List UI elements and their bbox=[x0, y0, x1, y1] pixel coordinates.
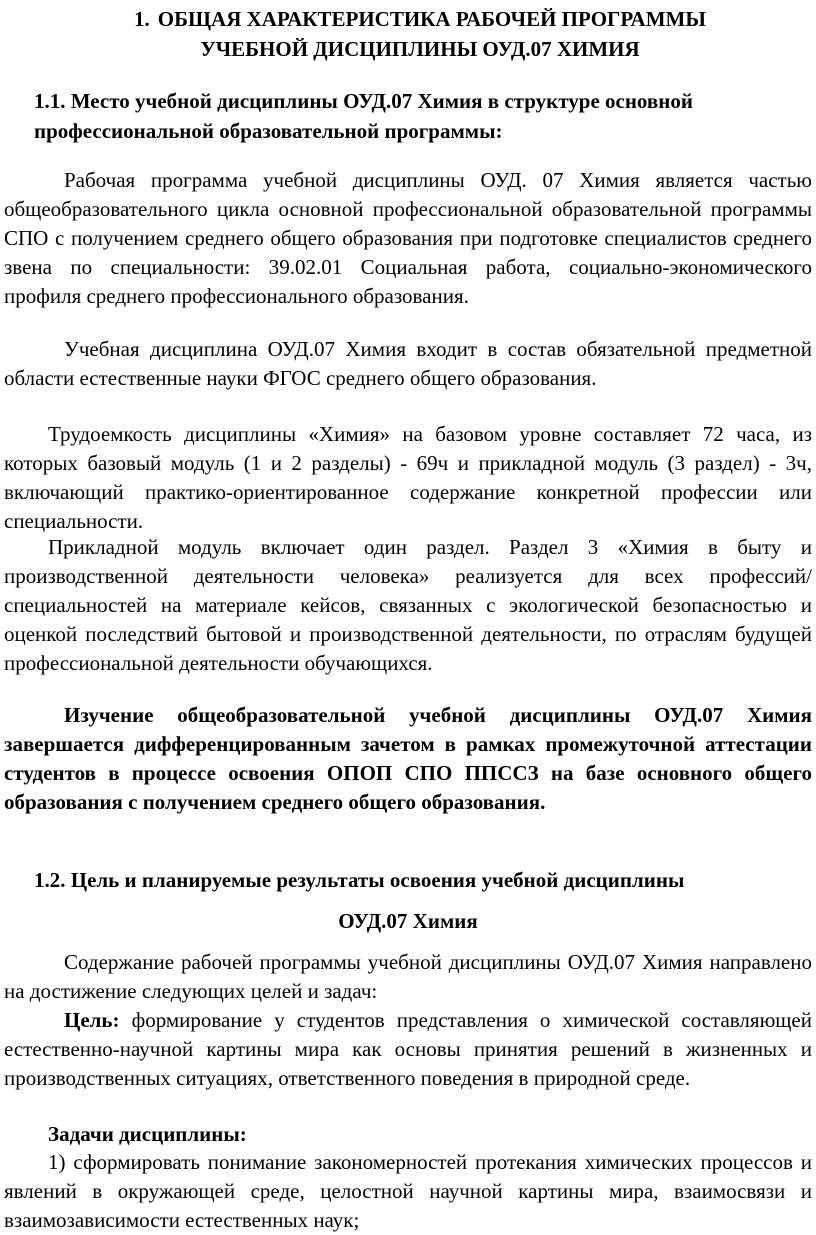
section-1-1-paragraph-1: Рабочая программа учебной дисциплины ОУД. 07 Химия является частью общеобразовательного цикла основной профессиональной образовательной программы СПО с получением среднего общего образования при подготовке специалистов среднего звена по специальности: 39.02.01 Социальная работа, социально-экономического профиля среднего профессионального образования. bbox=[4, 168, 812, 308]
main-heading bbox=[60, 4, 780, 64]
task-1: 1) сформировать понимание закономерностей протекания химических процессов и явлений в окружающей среде, целостной научной картины мира, взаимосвязи и взаимозависимости естественных наук; bbox=[4, 1150, 812, 1232]
goal-paragraph bbox=[4, 1006, 812, 1093]
section-1-1-paragraph-4: Прикладной модуль включает один раздел. Раздел 3 «Химия в быту и производственной деятельности человека» реализуется для всех профессий/специальностей на материале кейсов, связанных с экологической безопасностью и оценкой последствий бытовой и производственной деятельности, по отраслям будущей профессиональной деятельности обучающихся. bbox=[4, 535, 812, 675]
section-1-2-title-line2: ОУД.07 Химия bbox=[338, 909, 478, 933]
section-1-1-paragraph-2: Учебная дисциплина ОУД.07 Химия входит в состав обязательной предметной области естественные науки ФГОС среднего общего образования. bbox=[4, 337, 812, 390]
tasks-label: Задачи дисциплины: bbox=[48, 1122, 247, 1146]
main-heading-line2: УЧЕБНОЙ ДИСЦИПЛИНЫ ОУД.07 ХИМИЯ bbox=[200, 37, 640, 61]
section-1-2-title-line1: 1.2. Цель и планируемые результаты освоения учебной дисциплины bbox=[34, 868, 685, 892]
goal-label: Цель: bbox=[64, 1008, 120, 1032]
section-1-2-paragraph-1: Содержание рабочей программы учебной дисциплины ОУД.07 Химия направлено на достижение следующих целей и задач: bbox=[4, 950, 812, 1003]
main-heading-line1: 1. ОБЩАЯ ХАРАКТЕРИСТИКА РАБОЧЕЙ ПРОГРАММЫ bbox=[134, 7, 706, 31]
section-1-1-title: 1.1. Место учебной дисциплины ОУД.07 Химия в структуре основной профессиональной образовательной программы: bbox=[34, 89, 693, 143]
heading-number: 1. bbox=[134, 7, 150, 31]
goal-text: формирование у студентов представления о химической составляющей естественно-научной картины мира как основы принятия решений в жизненных и производственных ситуациях, ответственного поведения в природной среде. bbox=[4, 1008, 812, 1090]
section-1-1-paragraph-3: Трудоемкость дисциплины «Химия» на базовом уровне составляет 72 часа, из которых базовый модуль (1 и 2 разделы) - 69ч и прикладной модуль (3 раздел) - 3ч, включающий практико-ориентированное содержание конкретной профессии или специальности. bbox=[4, 422, 812, 533]
section-1-1-paragraph-5: Изучение общеобразовательной учебной дисциплины ОУД.07 Химия завершается дифференцированным зачетом в рамках промежуточной аттестации студентов в процессе освоения ОПОП СПО ППССЗ на базе основного общего образования с получением среднего общего образования. bbox=[4, 703, 812, 814]
